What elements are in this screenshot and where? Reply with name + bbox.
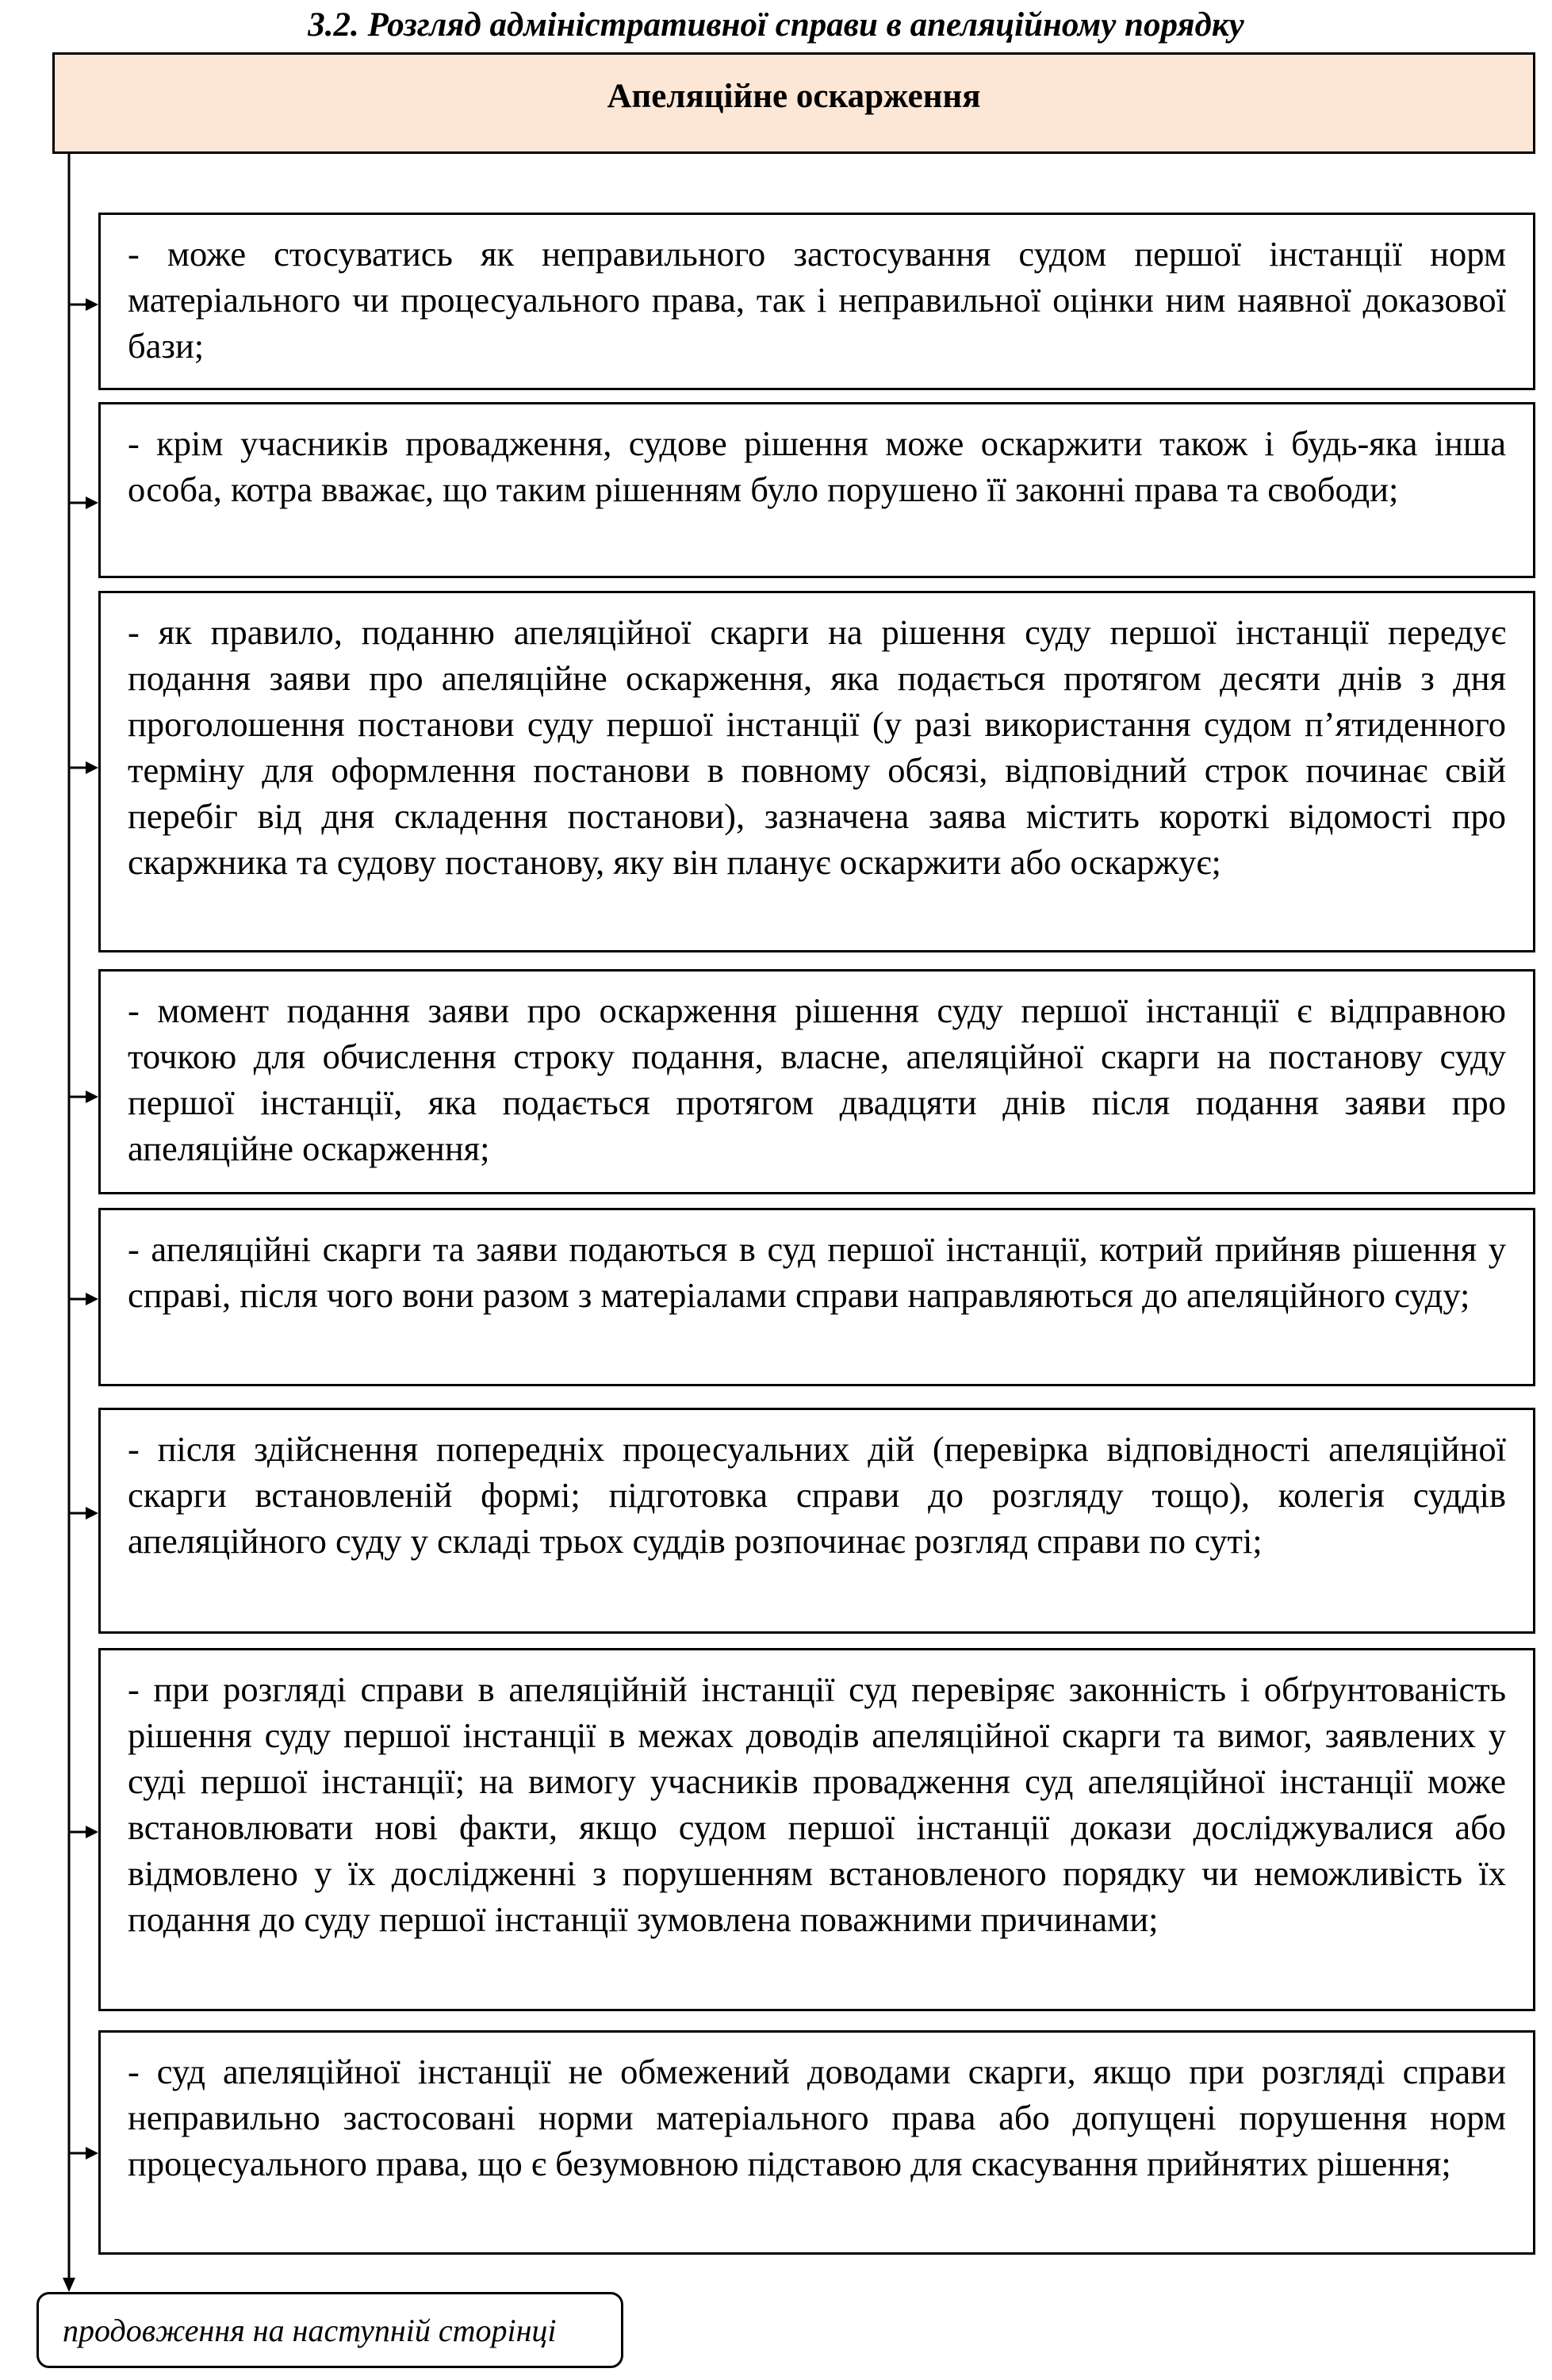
item-text: - апеляційні скарги та заяви подаються в суд першої інстанції, котрий прийняв рішення у справі, після чого вони разом з матеріалами справи направляються до апеляційного суду; bbox=[128, 1229, 1506, 1315]
item-text: - суд апеляційної інстанції не обмежений доводами скарги, якщо при розгляді справи неправильно застосовані норми матеріального права або допущені порушення норм процесуального права, що є безумовною підставою для скасування прийнятих рішення; bbox=[128, 2052, 1506, 2183]
arrow-right-icon bbox=[86, 761, 98, 774]
arrow-right-icon bbox=[86, 1090, 98, 1103]
arrow-right-icon bbox=[86, 1293, 98, 1305]
arrow-to-footer-icon bbox=[63, 2278, 75, 2292]
item-box-1 bbox=[98, 213, 1535, 390]
header-title: Апеляційне оскарження bbox=[607, 77, 981, 115]
item-text: - крім учасників провадження, судове рішення може оскаржити також і будь-яка інша особа, котра вважає, що таким рішенням було порушено її законні права та свободи; bbox=[128, 423, 1506, 509]
continuation-note: продовження на наступній сторінці bbox=[63, 2312, 557, 2348]
item-box-2 bbox=[98, 402, 1535, 578]
item-box-7 bbox=[98, 1648, 1535, 2011]
item-box-5 bbox=[98, 1208, 1535, 1386]
arrow-right-icon bbox=[86, 2147, 98, 2160]
item-text: - при розгляді справи в апеляційній інстанції суд перевіряє законність і обґрунтованість рішення суду першої інстанції в межах доводів апеляційної скарги та вимог, заявлених у суді першої інстанції; на вимогу учасників провадження суд апеляційної інстанції може встановлювати нові факти, якщо судом першої інстанції докази досліджувалися або відмовлено у їх дослідженні з порушенням встановленого порядку чи неможливість їх подання до суду першої інстанції зумовлена поважними причинами; bbox=[128, 1669, 1506, 1939]
item-box-3 bbox=[98, 591, 1535, 952]
item-text: - момент подання заяви про оскарження рішення суду першої інстанції є відправною точкою для обчислення строку подання, власне, апеляційної скарги на постанову суду першої інстанції, яка подається протягом двадцяти днів після подання заяви про апеляційне оскарження; bbox=[128, 991, 1506, 1168]
item-box-4 bbox=[98, 969, 1535, 1194]
arrow-right-icon bbox=[86, 496, 98, 509]
arrow-right-icon bbox=[86, 1507, 98, 1520]
arrow-right-icon bbox=[86, 298, 98, 311]
item-text: - може стосуватись як неправильного застосування судом першої інстанції норм матеріального чи процесуального права, так і неправильної оцінки ним наявної доказової бази; bbox=[128, 234, 1506, 366]
arrow-right-icon bbox=[86, 1826, 98, 1838]
item-text: - як правило, поданню апеляційної скарги на рішення суду першої інстанції передує подання заяви про апеляційне оскарження, яка подається протягом десяти днів з дня проголошення постанови суду першої інстанції (у разі використання судом п’ятиденного терміну для оформлення постанови в повному обсязі, відповідний строк починає свій перебіг від дня складення постанови), зазначена заява містить короткі відомості про скаржника та судову постанову, яку він планує оскаржити або оскаржує; bbox=[128, 612, 1506, 882]
section-title: 3.2. Розгляд адміністративної справи в апеляційному порядку bbox=[308, 6, 1244, 44]
item-text: - після здійснення попередніх процесуальних дій (перевірка відповідності апеляційної скарги встановленій формі; підготовка справи до розгляду тощо), колегія суддів апеляційного суду у складі трьох суддів розпочинає розгляд справи по суті; bbox=[128, 1429, 1506, 1561]
continuation-note-box bbox=[36, 2292, 623, 2368]
item-box-6 bbox=[98, 1408, 1535, 1634]
item-box-8 bbox=[98, 2030, 1535, 2255]
